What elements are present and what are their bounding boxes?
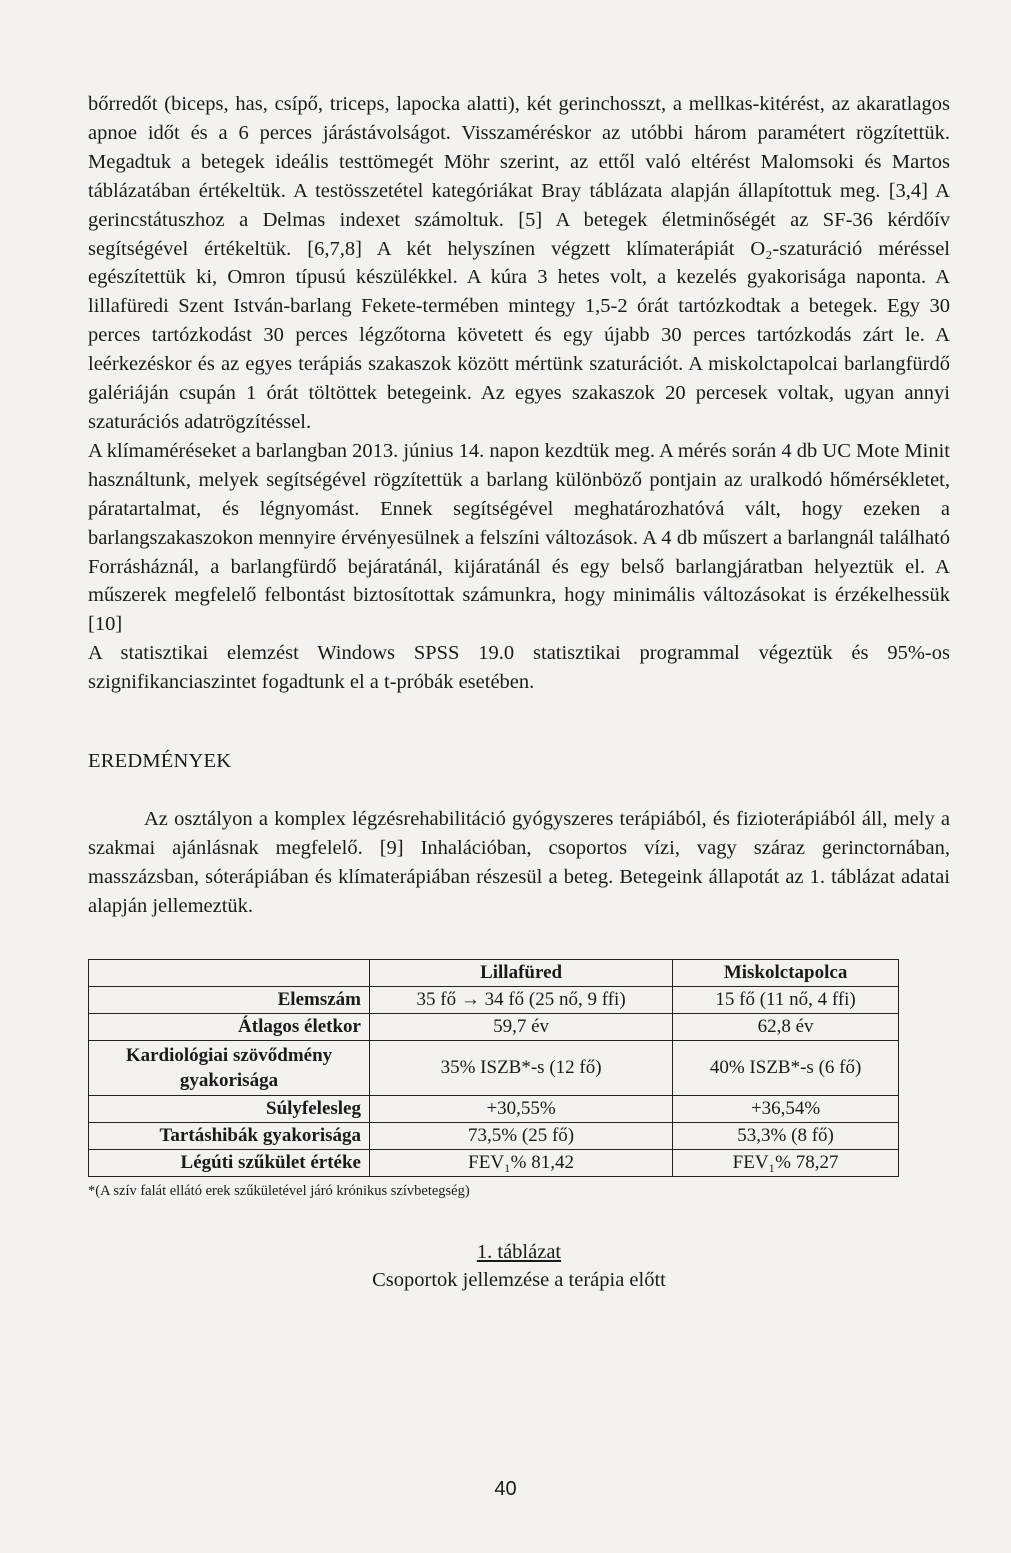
results-paragraph: Az osztályon a komplex légzésrehabilitáció gyógyszeres terápiából, és fizioterápiából áll, mely a szakmai ajánlásnak megfelelő. [9] Inhalációban, csoportos vízi, vagy száraz gerinctornában, masszázsban, sóterápiában és klímaterápiában részesül a beteg. Betegeink állapotát az 1. táblázat adatai alapján jellemeztük. (88, 808, 950, 917)
cell-lillafured: +30,55% (370, 1095, 673, 1122)
cell-miskolctapolca: 15 fő (11 nő, 4 ffi) (673, 986, 899, 1013)
table-row (89, 1149, 899, 1176)
row-label: Tartáshibák gyakorisága (89, 1122, 370, 1149)
page-number: 40 (494, 1478, 517, 1500)
row-label: Súlyfelesleg (89, 1095, 370, 1122)
row-label: Elemszám (89, 986, 370, 1013)
row-label: Átlagos életkor (89, 1013, 370, 1040)
cell-miskolctapolca: 62,8 év (673, 1013, 899, 1040)
table-row (89, 986, 899, 1013)
table-row (89, 1013, 899, 1040)
table-header-empty (89, 959, 370, 986)
cell-lillafured: 35 fő → 34 fő (25 nő, 9 ffi) (370, 986, 673, 1013)
table-caption (88, 1238, 950, 1294)
methods-paragraph-2: A klímaméréseket a barlangban 2013. június 14. napon kezdtük meg. A mérés során 4 db UC Mote Minit használtunk, melyek segítségével rögzítettük a barlang különböző pontjain az uralkodó hőmérsékletet, páratartalmat, és légnyomást. Ennek segítségével meghatározhatóvá vált, hogy ezeken a barlangszakaszokon mennyire érvényesülnek a felszíni változások. A 4 db műszert a barlangnál található Forrásháznál, a barlangfürdő bejáratánál, kijáratánál és egy belső barlangjáratban helyeztük el. A műszerek megfelelő felbontást biztosítottak számunkra, hogy minimális változásokat is érzékelhessük [10] (88, 439, 950, 636)
cell-miskolctapolca: FEV₁% 78,27 (673, 1149, 899, 1176)
document-page (88, 90, 950, 1294)
row-label: Kardiológiai szövődmény gyakorisága (89, 1040, 370, 1095)
methods-paragraph-1: bőrredőt (biceps, has, csípő, triceps, lapocka alatti), két gerinchosszt, a mellkas-kitérést, az akaratlagos apnoe időt és a 6 perces járástávolságot. Visszaméréskor az utóbbi három paramétert rögzítettük. Megadtuk a betegek ideális testtömegét Möhr szerint, az ettől való eltérést Malomsoki és Martos táblázatában értékeltük. A testösszetétel kategóriákat Bray táblázata alapján állapítottuk meg. [3,4] A gerincstátuszhoz a Delmas indexet számoltuk. [5] A betegek életminőségét az SF-36 kérdőív segítségével értékeltük. [6,7,8] A két helyszínen végzett klímaterápiát O₂-szaturáció méréssel egészítettük ki, Omron típusú készülékkel. A kúra 3 hetes volt, a kezelés gyakorisága naponta. A lillafüredi Szent István-barlang Fekete-termében mintegy 1,5-2 órát tartózkodtak a betegek. Egy 30 perces tartózkodást 30 perces légzőtorna követett és egy újabb 30 perces tartózkodás zárt le. A leérkezéskor és az egyes terápiás szakaszok között mértünk szaturációt. A miskolctapolcai barlangfürdő galériáján csupán 1 órát töltöttek betegeink. Az egyes szakaszok 20 percesek voltak, ugyan annyi szaturációs adatrögzítéssel. (88, 93, 950, 433)
characteristics-table (88, 959, 899, 1177)
table-caption-number: 1. táblázat (476, 1240, 562, 1263)
table-header-row (89, 959, 899, 986)
cell-lillafured: FEV₁% 81,42 (370, 1149, 673, 1176)
cell-lillafured: 59,7 év (370, 1013, 673, 1040)
cell-lillafured: 35% ISZB*-s (12 fő) (370, 1040, 673, 1095)
table-row (89, 1040, 899, 1095)
cell-miskolctapolca: 53,3% (8 fő) (673, 1122, 899, 1149)
table-header-miskolctapolca: Miskolctapolca (673, 959, 899, 986)
table-row (89, 1122, 899, 1149)
table-footnote: *(A szív falát ellátó erek szűkületével járó krónikus szívbetegség) (88, 1182, 470, 1199)
table-header-lillafured: Lillafüred (370, 959, 673, 986)
cell-lillafured: 73,5% (25 fő) (370, 1122, 673, 1149)
cell-miskolctapolca: +36,54% (673, 1095, 899, 1122)
table-caption-title: Csoportok jellemzése a terápia előtt (372, 1268, 666, 1291)
cell-miskolctapolca: 40% ISZB*-s (6 fő) (673, 1040, 899, 1095)
section-heading: EREDMÉNYEK (88, 750, 232, 773)
table-row (89, 1095, 899, 1122)
row-label: Légúti szűkület értéke (89, 1149, 370, 1176)
methods-paragraph-3: A statisztikai elemzést Windows SPSS 19.0 statisztikai programmal végeztük és 95%-os szignifikanciaszintet fogadtunk el a t-próbák esetében. (88, 642, 950, 694)
